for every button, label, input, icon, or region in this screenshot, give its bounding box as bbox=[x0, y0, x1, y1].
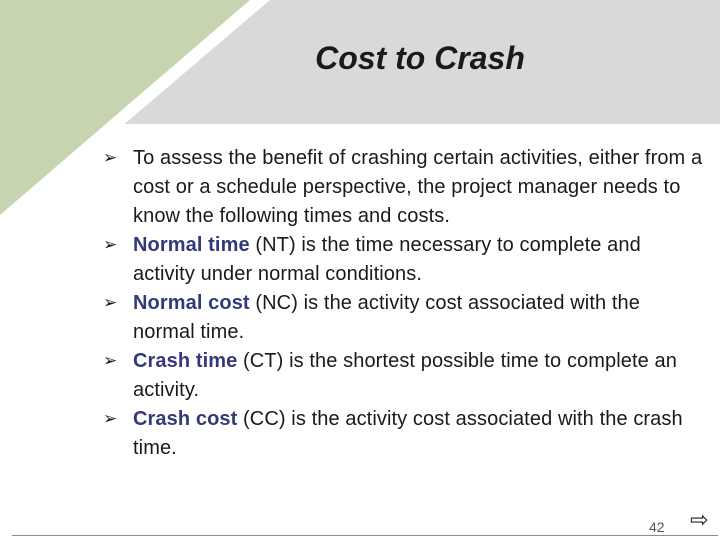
bullet-text: (NT) is the time necessary to complete and activity under normal conditions. bbox=[133, 234, 641, 285]
footer-divider bbox=[12, 535, 718, 536]
bullet-term: Normal time bbox=[133, 234, 250, 256]
bullet-term: Crash cost bbox=[133, 408, 238, 430]
bullet-text: (CT) is the shortest possible time to complete an activity. bbox=[133, 350, 677, 401]
bullet-term: Normal cost bbox=[133, 292, 250, 314]
bullet-text: To assess the benefit of crashing certain activities, either from a cost or a schedule perspective, the project manager needs to know the following times and costs. bbox=[133, 147, 703, 227]
bullet-text: (NC) is the activity cost associated with the normal time. bbox=[133, 292, 640, 343]
bullet-item bbox=[103, 405, 703, 463]
bullet-list bbox=[103, 144, 703, 463]
bullet-item bbox=[103, 289, 703, 347]
arrow-bullet-icon: ➢ bbox=[103, 148, 118, 168]
arrow-bullet-icon: ➢ bbox=[103, 409, 118, 429]
arrow-bullet-icon: ➢ bbox=[103, 351, 118, 371]
slide-title: Cost to Crash bbox=[315, 40, 525, 76]
bullet-item bbox=[103, 347, 703, 405]
bullet-text: (CC) is the activity cost associated with the crash time. bbox=[133, 408, 683, 459]
page-number: 42 bbox=[649, 519, 665, 535]
next-slide-arrow-icon[interactable]: ⇨ bbox=[690, 508, 709, 533]
arrow-bullet-icon: ➢ bbox=[103, 235, 118, 255]
bullet-item bbox=[103, 231, 703, 289]
bullet-item bbox=[103, 144, 703, 231]
arrow-bullet-icon: ➢ bbox=[103, 293, 118, 313]
bullet-term: Crash time bbox=[133, 350, 238, 372]
